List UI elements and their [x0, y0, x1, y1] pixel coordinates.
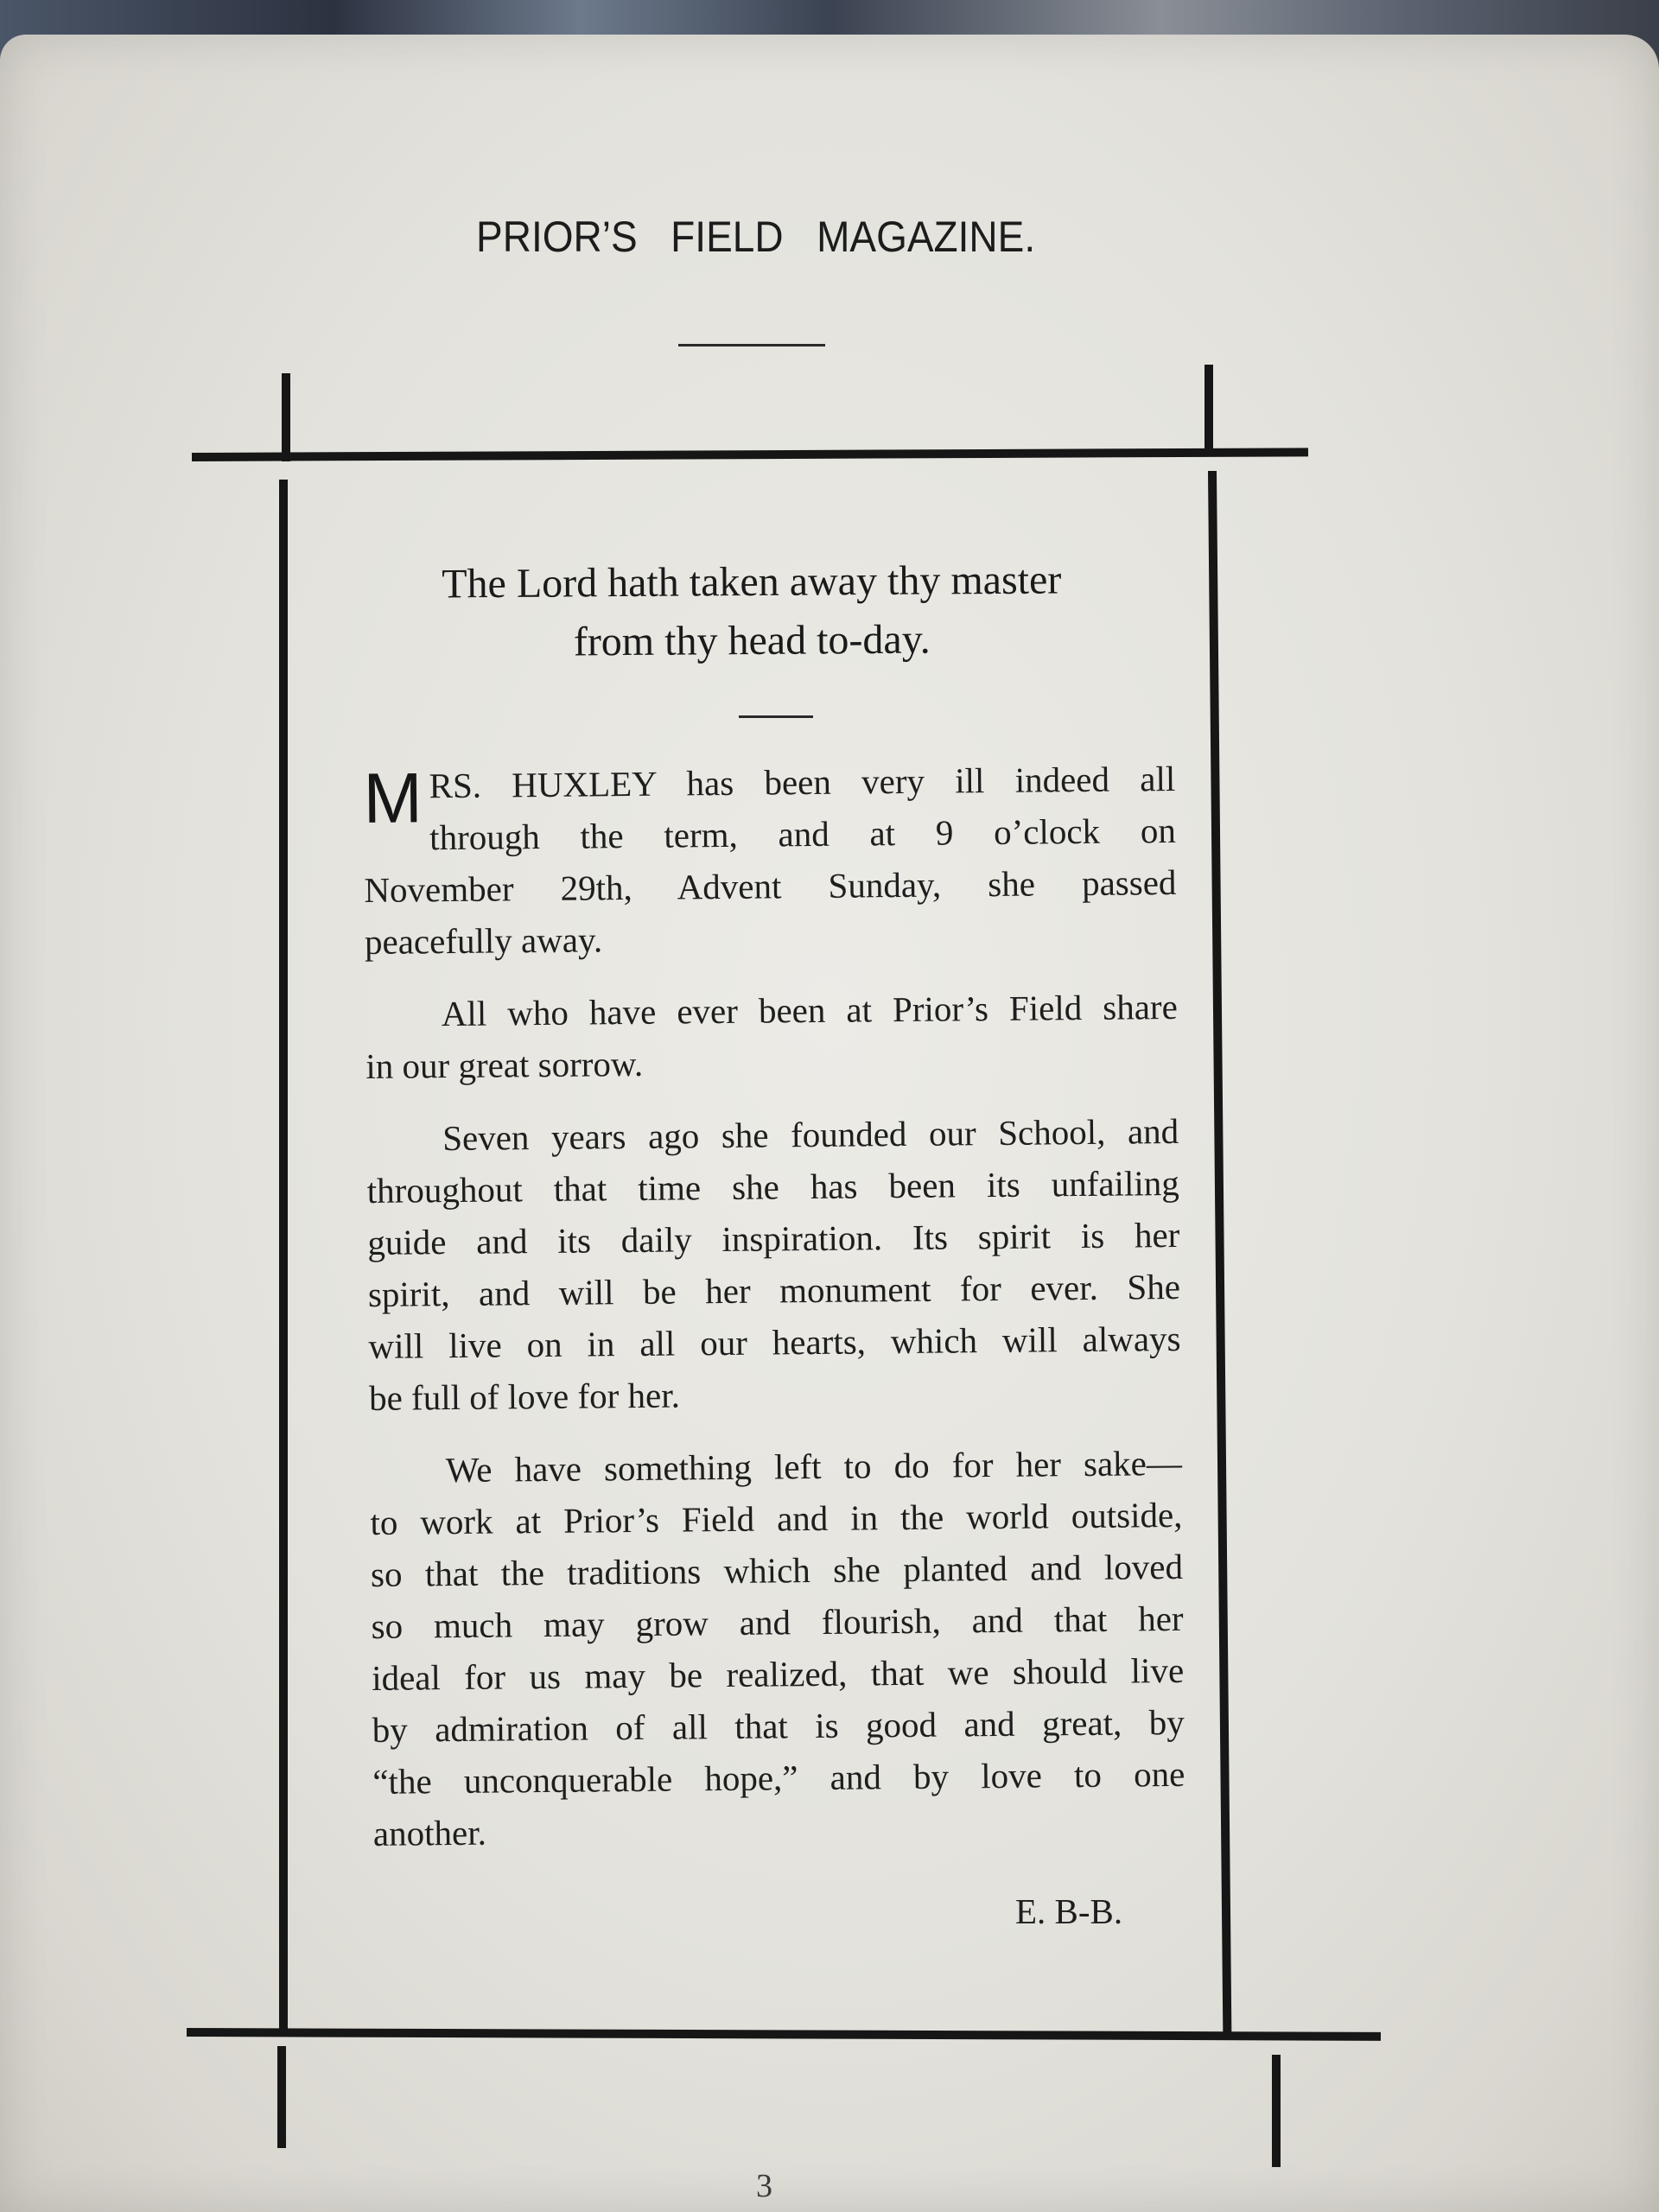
epigraph — [328, 550, 1176, 674]
paragraph — [363, 753, 1177, 968]
epigraph-line: from thy head to-day. — [573, 616, 931, 665]
paragraph — [365, 981, 1179, 1092]
text-line: spirit, and will be her monument for ever. She — [367, 1266, 1181, 1314]
text-line: peacefully away. — [364, 919, 603, 962]
text-line: ideal for us may be realized, that we should live — [371, 1649, 1185, 1698]
text-line: All who have ever been at Prior’s Field share — [441, 986, 1178, 1034]
text-line: Seven years ago she founded our School, and — [442, 1110, 1179, 1159]
text-line: through the term, and at 9 o’clock on — [429, 810, 1177, 858]
drop-cap: M — [362, 759, 423, 838]
frame-bar-left — [279, 480, 288, 2031]
text-line: throughout that time she has been its unfailing — [366, 1162, 1179, 1211]
section-rule — [739, 715, 813, 718]
frame-bar-top — [192, 448, 1308, 461]
text-line: to work at Prior’s Field and in the world outside, — [370, 1494, 1183, 1542]
paragraph — [366, 1105, 1181, 1424]
magazine-page — [0, 35, 1659, 2212]
epigraph-line: The Lord hath taken away thy master — [442, 556, 1062, 607]
running-title: PRIOR’S FIELD MAGAZINE. — [476, 213, 1036, 261]
frame-bar-right — [1208, 471, 1231, 2039]
frame-bar-right-lower — [1272, 2055, 1281, 2167]
text-line: be full of love for her. — [368, 1375, 681, 1418]
text-line: another. — [372, 1812, 487, 1853]
title-rule — [678, 344, 825, 346]
paragraph — [370, 1437, 1186, 1859]
text-line: “the unconquerable hope,” and by love to one — [372, 1753, 1185, 1802]
text-line: in our great sorrow. — [365, 1043, 644, 1086]
signature: E. B-B. — [1015, 1891, 1123, 1931]
text-line: We have something left to do for her sake— — [445, 1442, 1183, 1491]
frame-bar-left-upper — [282, 373, 290, 461]
text-line: so much may grow and flourish, and that her — [371, 1598, 1184, 1646]
text-line: RS. HUXLEY has been very ill indeed all — [429, 758, 1176, 806]
text-line: will live on in all our hearts, which will always — [368, 1318, 1181, 1366]
frame-bar-right-upper — [1205, 365, 1213, 449]
frame-bar-bottom — [187, 2028, 1381, 2041]
article-body — [363, 753, 1185, 1880]
text-line: guide and its daily inspiration. Its spirit is her — [367, 1214, 1180, 1262]
text-line: by admiration of all that is good and great, by — [372, 1701, 1185, 1750]
text-line: so that the traditions which she planted and loved — [370, 1546, 1184, 1594]
text-line: November 29th, Advent Sunday, she passed — [364, 861, 1177, 910]
frame-bar-left-lower — [277, 2046, 286, 2148]
page-number: 3 — [756, 2168, 772, 2204]
